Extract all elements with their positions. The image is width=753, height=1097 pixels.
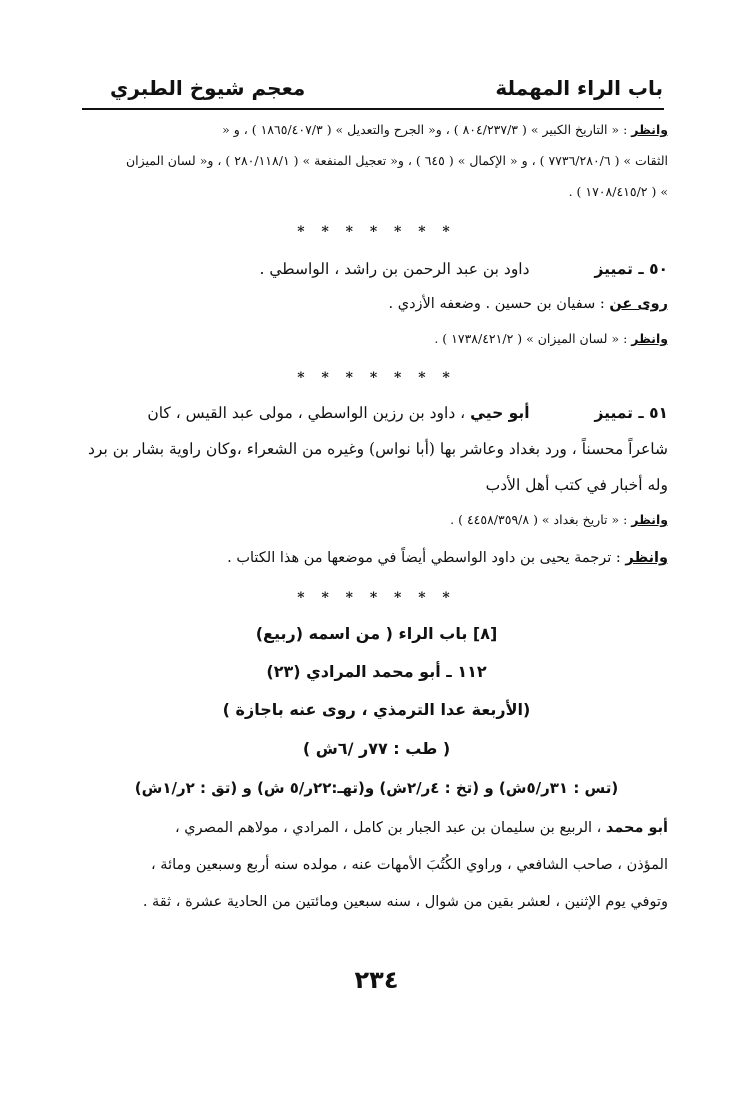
narrated-label: روى عن bbox=[609, 296, 668, 312]
entry-50-name: داود بن عبد الرحمن بن راشد ، الواسطي . bbox=[259, 260, 530, 278]
entry-50-see bbox=[80, 331, 668, 346]
see-text: : « تاريخ بغداد » ( ٤٤٥٨/٣٥٩/٨ ) . bbox=[450, 512, 628, 527]
see-label: وانظر bbox=[625, 550, 668, 566]
separator: * * * * * * * bbox=[297, 224, 456, 240]
chapter-title: [٨] باب الراء ( من اسمه (ربيع) bbox=[255, 624, 498, 643]
bio-kunya: أبو محمد bbox=[605, 820, 668, 836]
header-rule bbox=[82, 108, 664, 110]
separator: * * * * * * * bbox=[297, 590, 456, 606]
refs-top-line1 bbox=[80, 122, 668, 137]
bio-line2: المؤذن ، صاحب الشافعي ، وراوي الكُتُبَ الأمهات عنه ، مولده سنه أربع وسبعين ومائة ، bbox=[151, 857, 668, 873]
see-text: : « لسان الميزان » ( ١٧٣٨/٤٢١/٢ ) . bbox=[434, 331, 628, 346]
entry-112-title: ١١٢ ـ أبو محمد المرادي (٢٣) bbox=[266, 662, 487, 681]
bio-line3: وتوفي يوم الإثنين ، لعشر بقين من شوال ، سنه سبعين ومائتين من الحادية عشرة ، ثقة . bbox=[142, 894, 668, 910]
entry-50-narrated bbox=[80, 296, 668, 312]
entry-51-text3: وله أخبار في كتب أهل الأدب bbox=[485, 476, 668, 494]
entry-51-text2: شاعراً محسناً ، ورد بغداد وعاشر بها (أبا نواس) وغيره من الشعراء ،وكان راوية بشار بن برد bbox=[88, 440, 668, 458]
entry-50-heading bbox=[80, 260, 668, 278]
entry-112-tab: ( طب : ٧٧ر /٦ش ) bbox=[302, 739, 451, 758]
see-label: وانظر bbox=[631, 331, 668, 346]
separator: * * * * * * * bbox=[297, 370, 456, 386]
bio-text1: ، الربيع بن سليمان بن عبد الجبار بن كامل ، المرادي ، مولاهم المصري ، bbox=[174, 820, 602, 836]
chapter-header-title: باب الراء المهملة bbox=[495, 76, 663, 100]
narrated-text: : سفيان بن حسين . وضعفه الأزدي . bbox=[388, 296, 605, 312]
see2-text: : ترجمة يحيى بن داود الواسطي أيضاً في موضعها من هذا الكتاب . bbox=[227, 550, 621, 566]
bio-line1 bbox=[80, 820, 668, 836]
page-number: ٢٣٤ bbox=[354, 966, 399, 994]
see-label: وانظر bbox=[631, 512, 668, 527]
entry-112-subtitle: (الأربعة عدا الترمذي ، روى عنه باجازة ) bbox=[222, 700, 531, 719]
entry-51-see2 bbox=[80, 550, 668, 566]
entry-50-number: ٥٠ ـ تمييز bbox=[594, 260, 668, 278]
entry-51-text1: ، داود بن رزين الواسطي ، مولى عبد القيس ، كان bbox=[147, 404, 466, 422]
entry-51-kunya: أبو حيي bbox=[470, 404, 530, 422]
refs-top-line2: الثقات » ( ٧٧٣٦/٢٨٠/٦ ) ، و « الإكمال » ( ٦٤٥ ) ، و« تعجيل المنفعة » ( ٢٨٠/١١٨/١ ) ، و« لسان الميزان bbox=[125, 153, 668, 168]
entry-51-heading bbox=[80, 404, 668, 422]
book-header-title: معجم شيوخ الطبري bbox=[110, 76, 306, 100]
refs-top-line3: » ( ١٧٠٨/٤١٥/٢ ) . bbox=[568, 184, 668, 199]
entry-51-see bbox=[80, 512, 668, 527]
entry-112-refs: (تس : ٣١ر/٥ش) و (تخ : ٤ر/٢ش) و(تهـ:٢٢ر/٥ ش) و (تق : ٢ر/١ش) bbox=[134, 779, 619, 797]
see-label: وانظر bbox=[631, 122, 668, 137]
entry-51-number: ٥١ ـ تمييز bbox=[594, 404, 668, 422]
refs-top-text1: : « التاريخ الكبير » ( ٨٠٤/٢٣٧/٣ ) ، و« الجرح والتعديل » ( ١٨٦٥/٤٠٧/٣ ) ، و « bbox=[222, 122, 628, 137]
